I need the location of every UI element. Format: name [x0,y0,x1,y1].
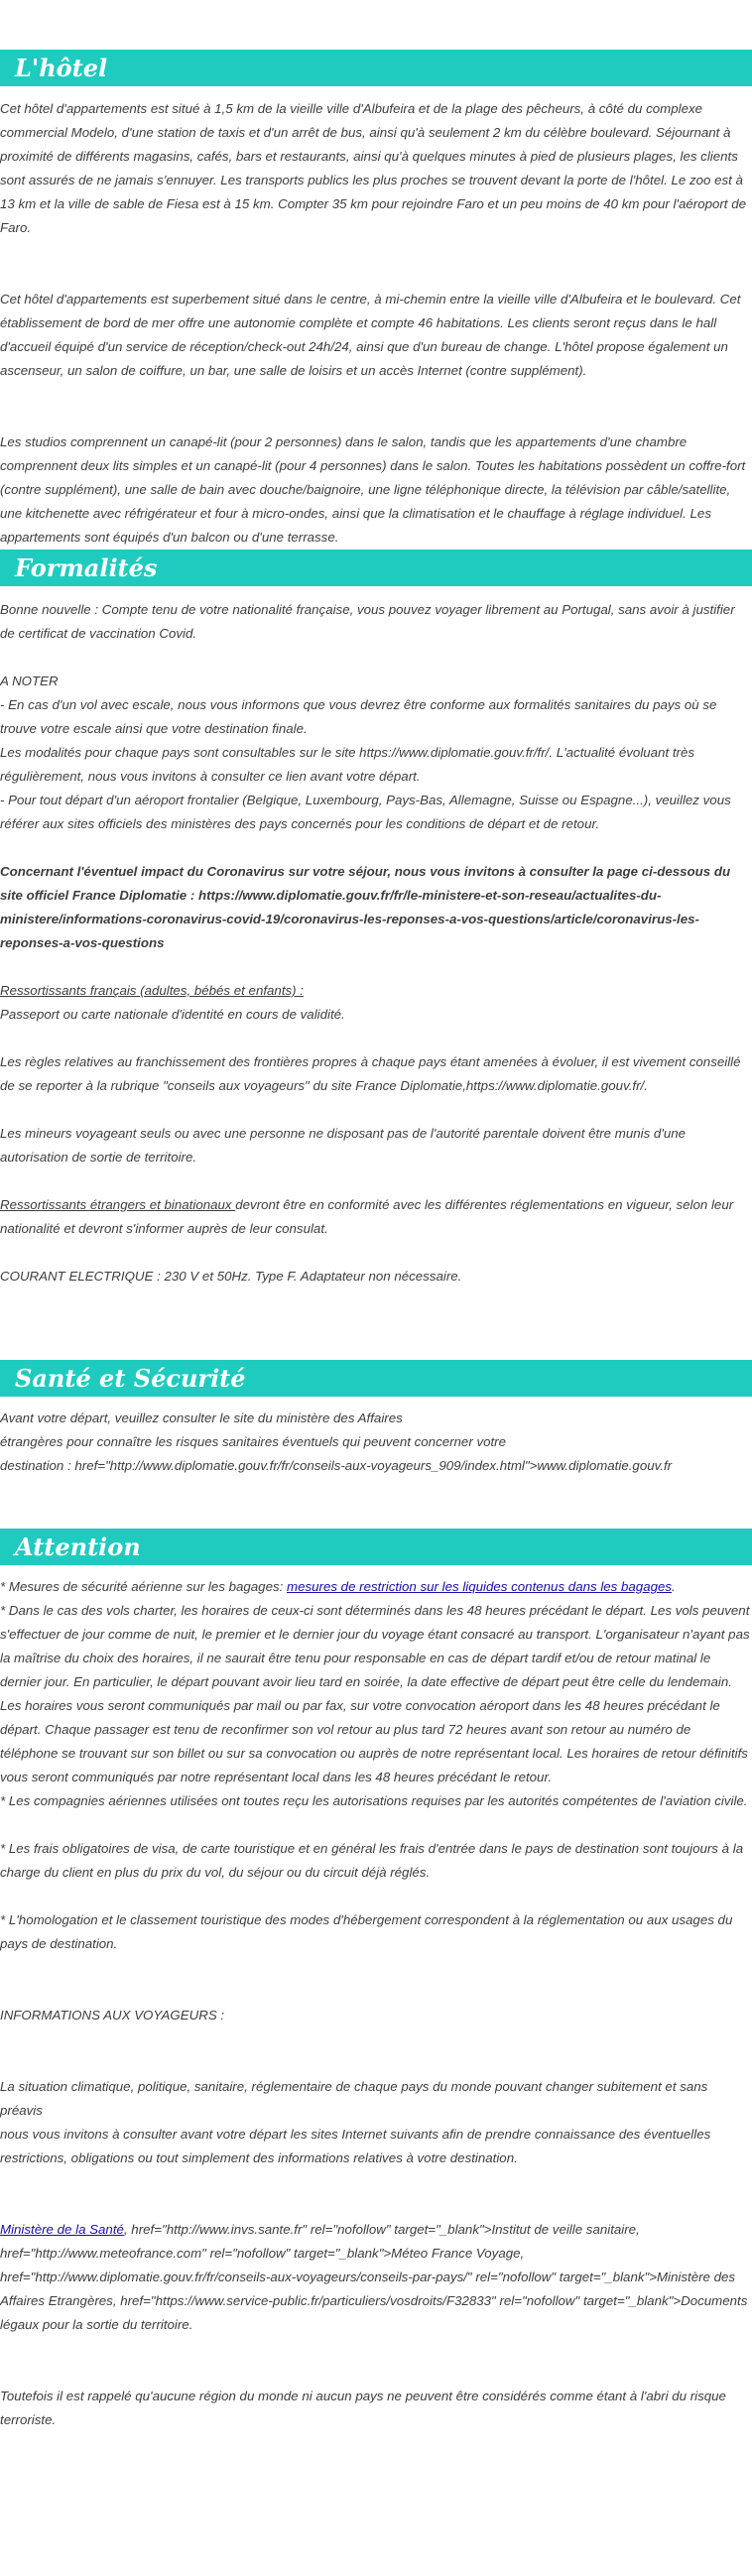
note-border-airport: - Pour tout départ d'un aéroport frontalier (Belgique, Luxembourg, Pays-Bas, Allemagne, Suisse ou Espagne...), veuillez vous référer aux sites officiels des ministères des pays concernés pour les conditions de départ et de retour. [0,793,731,831]
attention-charter: * Dans le cas des vols charter, les horaires de ceux-ci sont déterminés dans les 48 heures précédant le départ. Les vols peuvent s'effectuer de jour comme de nuit, le premier et le dernier jour du voyage étant consacré au transport. L'organisateur n'ayant pas la maîtrise du choix des horaires, il ne saurait être tenu pour responsable en cas de départ tardif et/ou de retour matinal le dernier jour. En particulier, le départ pouvant avoir lieu tard en soirée, la date effective de départ peut être celle du lendemain. Les horaires vous seront communiqués par mail ou par fax, sur votre convocation aéroport dans les 48 heures précédant le départ. Chaque passager est tenu de reconfirmer son vol retour au plus tard 72 heures avant son retour au numéro de téléphone se trouvant sur son billet ou sur sa convocation ou auprès de notre représentant local. Les horaires de retour définitifs vous seront communiqués par notre représentant local dans les 48 heures précédant le retour. [0,1603,750,1784]
attention-airlines: * Les compagnies aériennes utilisées ont toutes reçu les autorisations requises par les autorités compétentes de l'aviation civile. [0,1793,748,1808]
note-title: A NOTER [0,674,59,688]
links-text: , href="http://www.invs.sante.fr" rel="nofollow" target="_blank">Institut de veille sanitaire, href="http://www.meteofrance.com" rel="nofollow" target="_blank">Méteo France Voyage, href="http://www.diplomatie.gouv.fr/fr/conseils-aux-voyageurs/conseils-par-pays/" rel="nofollow" target="_blank">Ministère des Affaires Etrangères, href="https://www.service-public.fr/particuliers/vosdroits/F32833" rel="nofollow" target="_blank">Documents légaux pour la sortie du territoire. [0,2222,748,2332]
liquids-restriction-link[interactable]: mesures de restriction sur les liquides contenus dans les bagages [287,1579,673,1594]
hotel-paragraph-rooms: Les studios comprennent un canapé-lit (pour 2 personnes) dans le salon, tandis que les appartements d'une chambre comprennent deux lits simples et un canapé-lit (pour 4 personnes) dans le salon. Toutes les habitations possèdent un coffre-fort (contre supplément), une salle de bain avec douche/baignoire, une ligne téléphonique directe, la télévision par câble/satellite, une kitchenette avec réfrigérateur et four à micro-ondes, ainsi que la climatisation et le chauffage à réglage individuel. Les appartements sont équipés d'un balcon ou d'une terrasse. [0,434,746,545]
section-header-sante: Santé et Sécurité [0,1360,752,1397]
french-nationals-title: Ressortissants français (adultes, bébés et enfants) : [0,983,304,998]
minors-text: Les mineurs voyageant seuls ou avec une personne ne disposant pas de l'autorité parentale doivent être munis d'une autorisation de sortie de territoire. [0,1126,687,1165]
covid-notice: Concernant l'éventuel impact du Coronavirus sur votre séjour, nous vous invitons à consulter la page ci-dessous du site officiel France Diplomatie : https://www.diplomatie.gouv.fr/fr/le-ministere-et-son-reseau/actualites-du-ministere/informations-coronavirus-covid-19/coronavirus-les-reponses-a-vos-questions/article/coronavirus-les-reponses-a-vos-questions [0,864,731,950]
attention-baggage [0,1575,752,1599]
climate-advice: nous vous invitons à consulter avant votre départ les sites Internet suivants afin de prendre connaissance des éventuelles restrictions, obligations ou tout simplement des informations relatives à votre destination. [0,2127,711,2165]
formalites-intro: Bonne nouvelle : Compte tenu de votre nationalité française, vous pouvez voyager librement au Portugal, sans avoir à justifier de certificat de vaccination Covid. [0,602,735,641]
section-hotel [0,97,752,550]
section-header-attention: Attention [0,1529,752,1565]
section-sante [0,1407,752,1478]
links-paragraph [0,2218,752,2337]
baggage-end: . [672,1579,676,1594]
section-attention [0,1575,752,2432]
note-modalities: Les modalités pour chaque pays sont consultables sur le site https://www.diplomatie.gouv.fr/fr/. L'actualité évoluant très régulièrement, nous vous invitons à consulter ce lien avant votre départ. [0,745,695,784]
sante-line-1: Avant votre départ, veuillez consulter le site du ministère des Affaires [0,1411,403,1425]
section-header-formalites: Formalités [0,550,752,586]
climate-notice: La situation climatique, politique, sanitaire, réglementaire de chaque pays du monde pouvant changer subitement et sans préavis [0,2079,708,2118]
foreign-nationals-title: Ressortissants étrangers et binationaux [0,1197,236,1212]
french-nationals-text: Passeport ou carte nationale d'identité en cours de validité. [0,1007,345,1022]
attention-fees: * Les frais obligatoires de visa, de carte touristique et en général les frais d'entrée dans le pays de destination sont toujours à la charge du client en plus du prix du vol, du séjour ou du circuit déjà réglés. [0,1841,744,1880]
baggage-text: * Mesures de sécurité aérienne sur les bagages: [0,1579,287,1594]
foreign-nationals-text: devront être en conformité avec les différentes réglementations en vigueur, selon leur nationalité et devront s'informer auprès de leur consulat. [0,1197,734,1236]
section-formalites [0,598,752,1288]
sante-line-2: étrangères pour connaître les risques sanitaires éventuels qui peuvent concerner votre [0,1434,507,1449]
ministere-sante-link[interactable]: Ministère de la Santé [0,2222,124,2237]
attention-homologation: * L'homologation et le classement touristique des modes d'hébergement correspondent à la réglementation ou aux usages du pays de destination. [0,1912,733,1951]
info-title: INFORMATIONS AUX VOYAGEURS : [0,2008,225,2023]
terror-notice: Toutefois il est rappelé qu'aucune région du monde ni aucun pays ne peuvent être considérés comme étant à l'abri du risque terroriste. [0,2389,726,2427]
electric-info: COURANT ELECTRIQUE : 230 V et 50Hz. Type F. Adaptateur non nécessaire. [0,1269,462,1284]
note-stopover: - En cas d'un vol avec escale, nous vous informons que vous devrez être conforme aux formalités sanitaires du pays où se trouve votre escale ainsi que votre destination finale. [0,697,717,736]
section-header-hotel: L'hôtel [0,50,752,86]
foreign-nationals [0,1193,752,1241]
hotel-paragraph-location: Cet hôtel d'appartements est situé à 1,5 km de la vieille ville d'Albufeira et de la plage des pêcheurs, à côté du complexe commercial Modelo, d'une station de taxis et d'un arrêt de bus, ainsi qu'à seulement 2 km du célèbre boulevard. Séjournant à proximité de différents magasins, cafés, bars et restaurants, ainsi qu'à quelques minutes à pied de plusieurs plages, les clients sont assurés de ne jamais s'ennuyer. Les transports publics les plus proches se trouvent devant la porte de l'hôtel. Le zoo est à 13 km et la ville de sable de Fiesa est à 15 km. Compter 35 km pour rejoindre Faro et un peu moins de 40 km pour l'aéroport de Faro. [0,101,746,235]
borders-text: Les règles relatives au franchissement des frontières propres à chaque pays étant amenées à évoluer, il est vivement conseillé de se reporter à la rubrique "conseils aux voyageurs" du site France Diplomatie,https://www.diplomatie.gouv.fr/. [0,1054,741,1093]
hotel-paragraph-description: Cet hôtel d'appartements est superbement situé dans le centre, à mi-chemin entre la vieille ville d'Albufeira et le boulevard. Cet établissement de bord de mer offre une autonomie complète et compte 46 habitations. Les clients seront reçus dans le hall d'accueil équipé d'un service de réception/check-out 24h/24, ainsi que d'un bureau de change. L'hôtel propose également un ascenseur, un salon de coiffure, un bar, une salle de loisirs et un accès Internet (contre supplément). [0,292,741,378]
sante-line-3: destination : href="http://www.diplomatie.gouv.fr/fr/conseils-aux-voyageurs_909/index.html">www.diplomatie.gouv.fr [0,1458,673,1473]
